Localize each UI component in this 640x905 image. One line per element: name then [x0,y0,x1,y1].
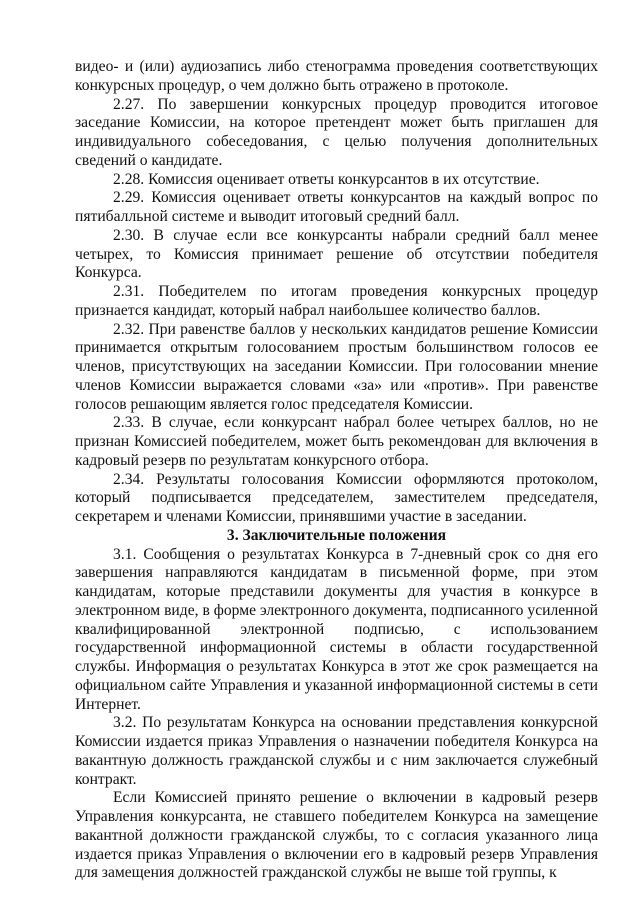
paragraph-2-27 [75,96,598,171]
paragraph-number: 2.33. [113,414,145,432]
paragraph-3-1 [75,546,598,715]
paragraph-number: 2.30. [113,226,145,244]
paragraph-2-30 [75,227,598,283]
paragraph-text: По завершении конкурсных процедур проводится итоговое заседание Комиссии, на которое претендент может быть приглашен для индивидуального собеседования, с целью получения дополнительных сведений о кандидате. [75,95,598,169]
paragraph-continuation [75,58,598,96]
paragraph-number: 2.29. [113,189,145,207]
paragraph-text: В случае, если конкурсант набрал более четырех баллов, но не признан Комиссией победителем, может быть рекомендован для включения в кадровый резерв по результатам конкурсного отбора. [75,414,598,469]
section-heading: 3. Заключительные положения [226,526,447,544]
document-page [75,58,598,883]
paragraph-2-34 [75,471,598,527]
paragraph-number: 2.28. [113,170,145,188]
paragraph-text: Комиссия оценивает ответы конкурсантов в их отсутствие. [148,170,540,188]
paragraph-2-33 [75,414,598,470]
paragraph-3-2 [75,714,598,789]
paragraph-number: 2.31. [113,283,145,300]
paragraph-text: Результаты голосования Комиссии оформляются протоколом, который подписывается председателем, заместителем председателя, секретарем и членами Комиссии, принявшими участие в заседании. [75,470,598,525]
paragraph-reserve [75,789,598,883]
paragraph-2-29 [75,189,598,227]
paragraph-number: 2.34. [113,470,145,488]
paragraph-number: 2.32. [113,320,145,338]
paragraph-text: Победителем по итогам проведения конкурсных процедур признается кандидат, который набрал наибольшее количество баллов. [75,283,598,319]
paragraph-text: По результатам Конкурса на основании представления конкурсной Комиссии издается приказ Управления о назначении победителя Конкурса на вакантную должность гражданской службы и с ним заключается служебный контракт. [75,714,598,788]
paragraph-2-31 [75,283,598,321]
paragraph-text: видео- и (или) аудиозапись либо стенограмма проведения соответствующих конкурсных процедур, о чем должно быть отражено в протоколе. [75,58,598,94]
paragraph-number: 2.27. [113,95,145,113]
paragraph-2-32 [75,321,598,415]
paragraph-number: 3.1. [113,545,137,563]
paragraph-text: Комиссия оценивает ответы конкурсантов на каждый вопрос по пятибалльной системе и выводит итоговый средний балл. [75,189,598,225]
paragraph-text: Сообщения о результатах Конкурса в 7-дневный срок со дня его завершения направляются кандидатам в письменной форме, при этом кандидатам, которые представили документы для участия в конкурсе в электронном виде, в форме электронного документа, подписанного усиленной квалифицированной электронной подписью, с использованием государственной информационной системы в области государственной службы. Информация о результатах Конкурса в этот же срок размещается на официальном сайте Управления и указанной информационной системы в сети Интернет. [75,545,598,713]
paragraph-2-28 [75,171,598,190]
paragraph-number: 3.2. [113,714,137,732]
paragraph-text: Если Комиссией принято решение о включении в кадровый резерв Управления конкурсанта, не ставшего победителем Конкурса на замещение вакантной должности гражданской службы, то с согласия указанного лица издается приказ Управления о включении его в кадровый резерв Управления для замещения должностей гражданской службы не выше той группы, к [75,789,598,882]
paragraph-text: В случае если все конкурсанты набрали средний балл менее четырех, то Комиссия принимает решение об отсутствии победителя Конкурса. [75,226,598,282]
paragraph-text: При равенстве баллов у нескольких кандидатов решение Комиссии принимается открытым голосованием простым большинством голосов ее членов, присутствующих на заседании Комиссии. При голосовании мнение членов Комиссии выражается словами «за» или «против». При равенстве голосов решающим является голос председателя Комиссии. [75,320,599,413]
